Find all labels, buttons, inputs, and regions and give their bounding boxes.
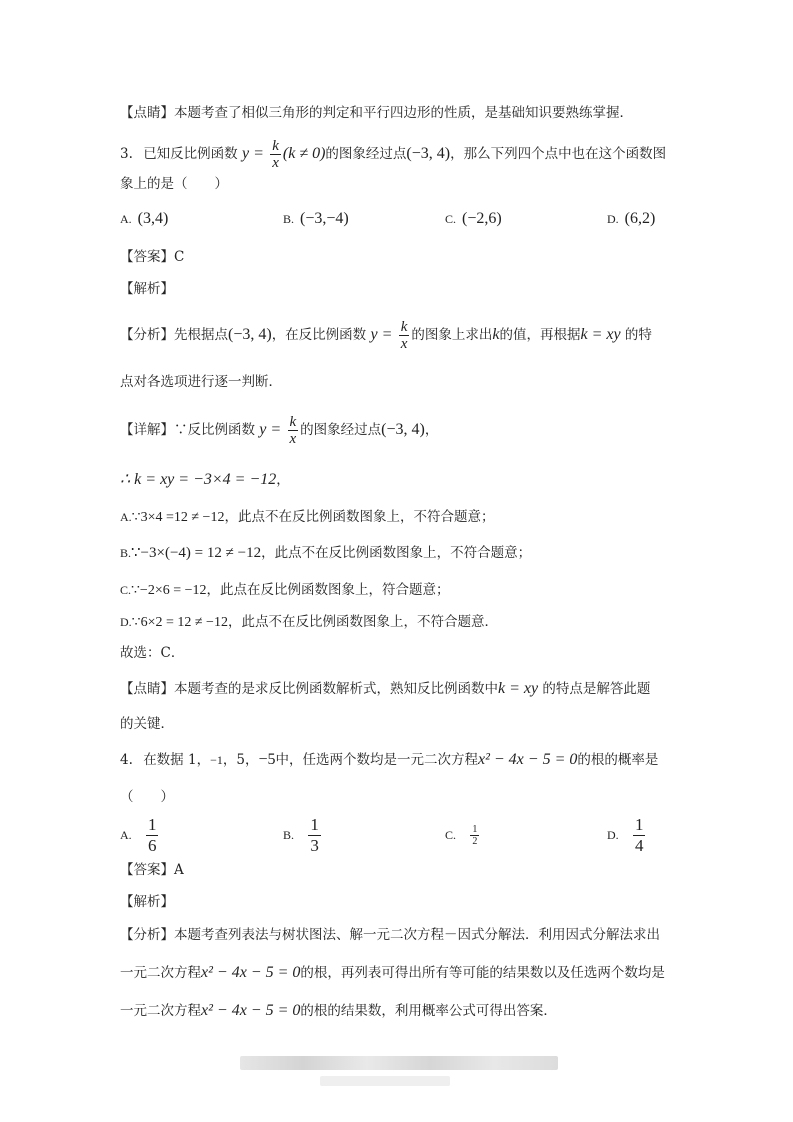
q3-answer: C <box>174 249 185 265</box>
q4-number: 4. <box>120 752 133 768</box>
q4-eq3: x² − 4x − 5 = 0 <box>201 1002 301 1019</box>
q4-fenxi-a: 本题考查列表法与树状图法、解一元二次方程－因式分解法．利用因式分解法求出 <box>174 927 660 943</box>
q4-answer: A <box>174 862 184 878</box>
q3-detail-k-calc: ∴ k = xy = −3×4 = −12 <box>120 471 277 488</box>
q3-check-a <box>120 507 494 528</box>
frac-num: 1 <box>472 824 478 835</box>
q3-stem-d: 象上的是（ ） <box>120 176 228 192</box>
q3-option-b <box>283 210 349 228</box>
check-math: ∵6×2 = 12 ≠ −12 <box>131 615 228 630</box>
check-label: A. <box>120 510 132 524</box>
option-value: (−3,−4) <box>300 210 349 227</box>
q3-fenxi-line1 <box>120 318 652 352</box>
answer-tag: 【答案】 <box>120 249 174 265</box>
q3-detail-point: (−3, 4) <box>381 421 425 438</box>
q3-check-c <box>120 580 450 601</box>
q3-fenxi-e: 的特 <box>624 327 652 343</box>
frac-num: 1 <box>634 815 644 834</box>
q3-dianjing-b: 的特点是解答此题 <box>542 681 651 697</box>
q3-detail-comma: ， <box>424 422 439 438</box>
blurred-footer-watermark-2 <box>320 1076 450 1086</box>
q2-dianjing-line <box>120 103 633 123</box>
option-label: C. <box>445 828 457 842</box>
frac-den: 3 <box>310 836 319 855</box>
q3-detail-line2-end: ， <box>276 472 290 488</box>
q3-dianjing-c: 的关键． <box>120 716 174 732</box>
q4-fenxi-line3 <box>120 1001 557 1021</box>
q3-stem-b: 的图象经过点 <box>325 146 407 162</box>
q3-dianjing-a: 本题考查的是求反比例函数解析式，熟知反比例函数中 <box>174 681 498 697</box>
jiexi-tag: 【解析】 <box>120 281 174 297</box>
q3-fenxi-a: 先根据点 <box>174 327 228 343</box>
option-frac <box>633 815 646 856</box>
q4-jiexi-line <box>120 892 174 912</box>
q3-fenxi-d: 的值，再根据 <box>499 327 581 343</box>
frac-den: 6 <box>147 836 157 855</box>
option-label: A. <box>120 828 132 842</box>
option-value: (3,4) <box>137 210 169 227</box>
q4-eq2: x² − 4x − 5 = 0 <box>201 964 301 981</box>
q4-fenxi-b1: 一元二次方程 <box>120 965 201 981</box>
q3-fenxi-line2 <box>120 372 282 392</box>
q3-fenxi-frac <box>399 319 410 352</box>
option-value: (−2,6) <box>462 210 502 227</box>
q3-detail-b: 的图象经过点 <box>300 422 382 438</box>
q3-fenxi-c: 的图象上求出 <box>411 327 493 343</box>
q3-check-d <box>120 612 498 633</box>
q3-fenxi-point: (−3, 4) <box>228 326 272 343</box>
q3-stem-a: 已知反比例函数 <box>143 146 238 162</box>
q3-option-d <box>607 210 655 228</box>
q3-detail-line1 <box>120 413 438 447</box>
frac-num: k <box>400 319 408 335</box>
q3-fenxi-k: k <box>492 326 500 343</box>
q3-dianjing-line1 <box>120 679 650 699</box>
q4-fenxi-b2: 的根，再列表可得出所有等可能的结果数以及任选两个数均是 <box>300 965 665 981</box>
q3-stem-c: ，那么下列四个点中也在这个函数图 <box>450 146 667 162</box>
frac-den: x <box>289 431 297 447</box>
q4-paren: （ ） <box>120 789 174 805</box>
q3-cond: (k ≠ 0) <box>282 145 326 162</box>
q4-stem-b: ，5， <box>222 752 259 768</box>
q3-func-frac <box>270 138 281 171</box>
blurred-footer-watermark <box>240 1056 558 1070</box>
check-math: ∵−3×(−4) = 12 ≠ −12 <box>131 545 262 561</box>
option-frac <box>146 815 159 856</box>
q3-number: 3. <box>120 146 133 162</box>
option-frac <box>308 815 321 856</box>
jiexi-tag: 【解析】 <box>120 894 174 910</box>
dianjing-tag: 【点睛】 <box>120 681 174 697</box>
option-label: D. <box>607 212 619 226</box>
q3-choose <box>120 643 184 663</box>
check-text: ，此点不在反比例函数图象上，不符合题意． <box>227 614 498 630</box>
q3-detail-y: y = <box>259 421 282 438</box>
q4-fenxi-line2 <box>120 963 665 983</box>
frac-den: x <box>400 336 408 352</box>
q3-jiexi-line <box>120 279 174 299</box>
check-text: ，此点在反比例函数图象上，符合题意； <box>206 582 450 598</box>
q3-stem-line1 <box>120 137 666 171</box>
q4-answer-line <box>120 860 184 880</box>
check-label: B. <box>120 546 132 560</box>
option-label: B. <box>283 212 295 226</box>
q3-fenxi-kxy: k = xy <box>580 326 621 343</box>
q4-option-a <box>120 815 160 856</box>
q4-eq: x² − 4x − 5 = 0 <box>477 751 578 768</box>
xiangjie-tag: 【详解】 <box>120 422 174 438</box>
q3-check-b <box>120 543 531 563</box>
q3-option-c <box>445 210 502 228</box>
q3-detail-frac <box>288 414 299 447</box>
frac-den: 2 <box>472 836 478 847</box>
q4-stem-a: 在数据 1， <box>143 752 211 768</box>
q4-stem-c: 中，任选两个数均是一元二次方程 <box>275 752 478 768</box>
q3-fenxi-f: 点对各选项进行逐一判断． <box>120 374 282 390</box>
q4-option-d <box>607 815 647 856</box>
q4-stem-line1 <box>120 750 658 770</box>
fenxi-tag: 【分析】 <box>120 927 174 943</box>
q3-detail-a: ∵反比例函数 <box>174 422 255 438</box>
frac-den: x <box>272 155 279 171</box>
q3-detail-line2 <box>120 470 290 490</box>
q3-fenxi-y: y = <box>370 326 393 343</box>
q4-n1: −1 <box>210 753 223 767</box>
check-math: ∵3×4 =12 ≠ −12 <box>131 510 225 525</box>
frac-den: 4 <box>634 836 644 855</box>
q3-point: (−3, 4) <box>406 145 451 162</box>
frac-num: 1 <box>147 815 157 834</box>
q4-stem-d: 的根的概率是 <box>577 752 659 768</box>
q4-fenxi-c1: 一元二次方程 <box>120 1003 201 1019</box>
option-label: B. <box>283 828 295 842</box>
option-value: (6,2) <box>624 210 656 227</box>
option-label: A. <box>120 212 132 226</box>
check-label: D. <box>120 615 132 629</box>
frac-num: k <box>289 414 297 430</box>
fenxi-tag: 【分析】 <box>120 327 174 343</box>
check-label: C. <box>120 583 132 597</box>
q3-choose-text: 故选：C． <box>120 645 185 661</box>
dianjing-tag: 【点睛】 <box>120 105 174 121</box>
q2-dianjing-text: 本题考查了相似三角形的判定和平行四边形的性质，是基础知识要熟练掌握． <box>174 105 633 121</box>
q3-option-a <box>120 210 168 228</box>
check-text: ，此点不在反比例函数图象上，不符合题意； <box>224 509 495 525</box>
q4-option-c <box>445 824 481 847</box>
answer-tag: 【答案】 <box>120 862 174 878</box>
check-text: ，此点不在反比例函数图象上，不符合题意； <box>261 545 532 561</box>
q4-stem-line2 <box>120 787 174 807</box>
frac-num: 1 <box>310 815 319 834</box>
q4-fenxi-line1 <box>120 925 660 945</box>
q3-dianjing-kxy: k = xy <box>498 680 539 697</box>
q4-fenxi-c2: 的根的结果数，利用概率公式可得出答案． <box>300 1003 557 1019</box>
q3-dianjing-line2 <box>120 714 174 734</box>
q4-option-b <box>283 815 323 856</box>
frac-num: k <box>272 138 279 154</box>
check-math: ∵−2×6 = −12 <box>131 583 207 598</box>
q3-stem-line2 <box>120 174 228 194</box>
q3-fenxi-b: ，在反比例函数 <box>271 327 367 343</box>
option-label: D. <box>607 828 619 842</box>
option-frac <box>470 824 479 847</box>
q3-func-y: y = <box>241 145 264 162</box>
q3-answer-line <box>120 247 184 267</box>
option-label: C. <box>445 212 457 226</box>
q4-n2: −5 <box>258 751 276 768</box>
